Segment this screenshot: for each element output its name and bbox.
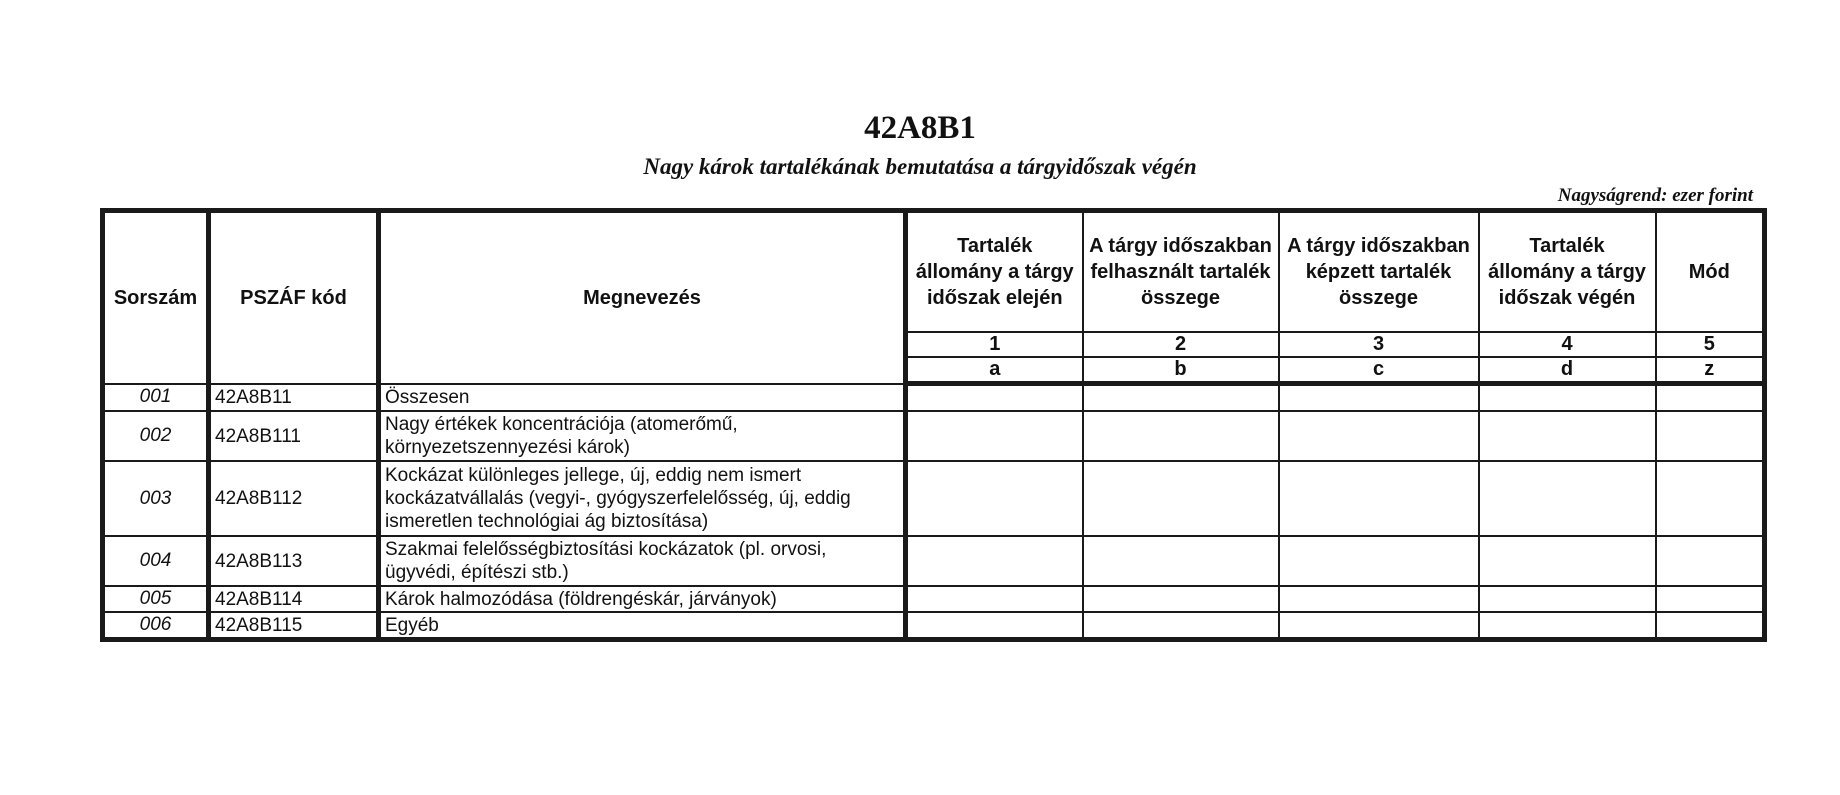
header-col-5: Mód xyxy=(1656,211,1765,333)
col-letter-d: d xyxy=(1479,357,1656,384)
value-cell-d[interactable] xyxy=(1479,586,1656,612)
header-pszaf-kod: PSZÁF kód xyxy=(209,211,379,384)
value-cell-z[interactable] xyxy=(1656,384,1765,412)
table-row xyxy=(103,612,1765,640)
table-row xyxy=(103,384,1765,412)
header-megnevezes: Megnevezés xyxy=(379,211,906,384)
col-number-1: 1 xyxy=(906,332,1083,357)
row-name: Károk halmozódása (földrengéskár, járványok) xyxy=(379,586,906,612)
col-number-4: 4 xyxy=(1479,332,1656,357)
row-sorszam: 004 xyxy=(103,536,209,586)
table-row xyxy=(103,411,1765,461)
row-name: Szakmai felelősségbiztosítási kockázatok (pl. orvosi, ügyvédi, építészi stb.) xyxy=(379,536,906,586)
table-row xyxy=(103,461,1765,536)
col-letter-c: c xyxy=(1279,357,1479,384)
value-cell-c[interactable] xyxy=(1279,384,1479,412)
page-title: 42A8B1 xyxy=(864,110,976,146)
value-cell-a[interactable] xyxy=(906,586,1083,612)
row-code: 42A8B113 xyxy=(209,536,379,586)
value-cell-c[interactable] xyxy=(1279,461,1479,536)
row-name: Kockázat különleges jellege, új, eddig nem ismert kockázatvállalás (vegyi-, gyógyszerfelelősség, új, eddig ismeretlen technológiai ág biztosítása) xyxy=(379,461,906,536)
row-sorszam: 002 xyxy=(103,411,209,461)
header-col-3: A tárgy időszakban képzett tartalék összege xyxy=(1279,211,1479,333)
col-letter-a: a xyxy=(906,357,1083,384)
row-code: 42A8B115 xyxy=(209,612,379,640)
value-cell-d[interactable] xyxy=(1479,411,1656,461)
value-cell-b[interactable] xyxy=(1083,536,1279,586)
unit-note: Nagyságrend: ezer forint xyxy=(1557,185,1753,206)
row-code: 42A8B114 xyxy=(209,586,379,612)
header-row xyxy=(103,211,1765,333)
value-cell-b[interactable] xyxy=(1083,411,1279,461)
value-cell-z[interactable] xyxy=(1656,461,1765,536)
table-row xyxy=(103,586,1765,612)
value-cell-b[interactable] xyxy=(1083,612,1279,640)
value-cell-d[interactable] xyxy=(1479,612,1656,640)
header-col-2: A tárgy időszakban felhasznált tartalék összege xyxy=(1083,211,1279,333)
col-letter-z: z xyxy=(1656,357,1765,384)
value-cell-c[interactable] xyxy=(1279,536,1479,586)
value-cell-z[interactable] xyxy=(1656,536,1765,586)
row-sorszam: 005 xyxy=(103,586,209,612)
row-code: 42A8B112 xyxy=(209,461,379,536)
col-number-3: 3 xyxy=(1279,332,1479,357)
table-row xyxy=(103,536,1765,586)
value-cell-a[interactable] xyxy=(906,612,1083,640)
value-cell-b[interactable] xyxy=(1083,384,1279,412)
col-number-5: 5 xyxy=(1656,332,1765,357)
value-cell-a[interactable] xyxy=(906,384,1083,412)
value-cell-a[interactable] xyxy=(906,536,1083,586)
value-cell-d[interactable] xyxy=(1479,536,1656,586)
value-cell-d[interactable] xyxy=(1479,384,1656,412)
value-cell-a[interactable] xyxy=(906,411,1083,461)
header-col-4: Tartalék állomány a tárgy időszak végén xyxy=(1479,211,1656,333)
row-name: Egyéb xyxy=(379,612,906,640)
value-cell-z[interactable] xyxy=(1656,586,1765,612)
row-code: 42A8B11 xyxy=(209,384,379,412)
value-cell-b[interactable] xyxy=(1083,586,1279,612)
row-sorszam: 001 xyxy=(103,384,209,412)
row-sorszam: 003 xyxy=(103,461,209,536)
report-table xyxy=(100,208,1767,642)
header-sorszam: Sorszám xyxy=(103,211,209,384)
value-cell-d[interactable] xyxy=(1479,461,1656,536)
row-name: Nagy értékek koncentrációja (atomerőmű, környezetszennyezési károk) xyxy=(379,411,906,461)
col-letter-b: b xyxy=(1083,357,1279,384)
value-cell-b[interactable] xyxy=(1083,461,1279,536)
header-col-1: Tartalék állomány a tárgy időszak elején xyxy=(906,211,1083,333)
page-subtitle: Nagy károk tartalékának bemutatása a tárgyidőszak végén xyxy=(643,154,1197,179)
row-name: Összesen xyxy=(379,384,906,412)
value-cell-z[interactable] xyxy=(1656,411,1765,461)
row-sorszam: 006 xyxy=(103,612,209,640)
value-cell-z[interactable] xyxy=(1656,612,1765,640)
value-cell-c[interactable] xyxy=(1279,411,1479,461)
value-cell-c[interactable] xyxy=(1279,612,1479,640)
col-number-2: 2 xyxy=(1083,332,1279,357)
value-cell-c[interactable] xyxy=(1279,586,1479,612)
row-code: 42A8B111 xyxy=(209,411,379,461)
value-cell-a[interactable] xyxy=(906,461,1083,536)
